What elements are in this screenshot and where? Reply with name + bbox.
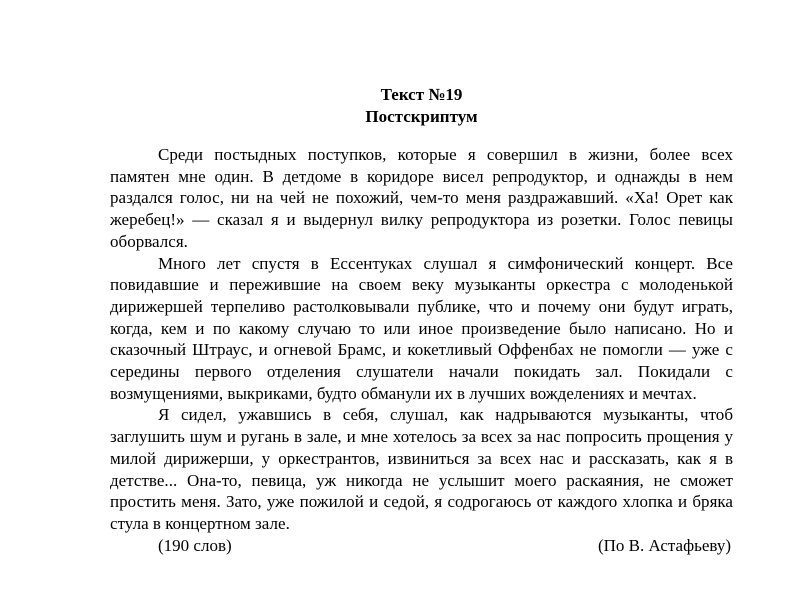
paragraph-2: Много лет спустя в Ессентуках слушал я симфонический концерт. Все повидавшие и пережившие на своем веку музыканты оркестра с молоденькой дирижершей терпеливо растолковывали публике, что и почему они будут играть, когда, кем и по какому случаю то или иное произведение было написано. Но и сказочный Штраус, и огневой Брамс, и кокетливый Оффенбах не помогли — уже с середины первого отделения слушатели начали покидать зал. Покидали с возмущениями, выкриками, будто обманули их в лучших вожделениях и мечтах. [110, 253, 733, 403]
text-number-title: Текст №19 [380, 85, 463, 104]
text-subtitle: Постскриптум [365, 107, 478, 126]
paragraph-1: Среди постыдных поступков, которые я совершил в жизни, более всех памятен мне один. В детдоме в коридоре висел репродуктор, и однажды в нем раздался голос, ни на чей не похожий, чем-то меня раздражавший. «Ха! Орет как жеребец!» — сказал я и выдернул вилку репродуктора из розетки. Голос певицы оборвался. [110, 145, 733, 251]
document-page [110, 84, 733, 556]
attribution: (По В. Астафьеву) [597, 535, 731, 555]
paragraph-3: Я сидел, ужавшись в себя, слушал, как надрываются музыканты, чтоб заглушить шум и ругань в зале, и мне хотелось за всех за нас попросить прощения у милой дирижерши, у оркестрантов, извиниться за всех нас и рассказать, как я в детстве... Она-то, певица, уж никогда не услышит моего раскаяния, не сможет простить меня. Зато, уже пожилой и седой, я содрогаюсь от каждого хлопка и бряка стула в концертном зале. [110, 405, 733, 533]
title-block [110, 84, 733, 128]
footer-row [110, 535, 733, 557]
word-count: (190 слов) [158, 535, 232, 555]
